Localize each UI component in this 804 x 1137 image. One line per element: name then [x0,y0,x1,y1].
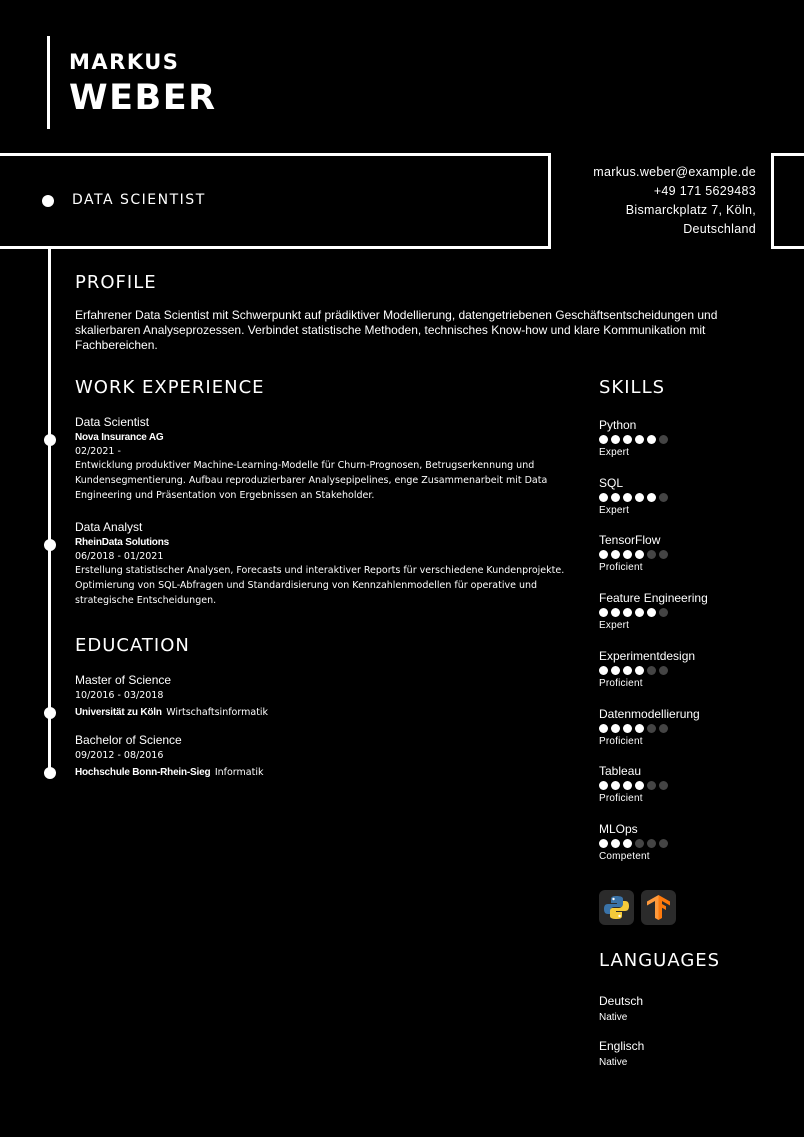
rating-dot-empty [647,724,656,733]
skill-level: Proficient [599,677,643,689]
education-dates: 09/2012 - 08/2016 [75,750,164,761]
skill-level: Proficient [599,735,643,747]
rating-dot-filled [623,724,632,733]
timeline-dot [44,434,56,446]
work-company: Nova Insurance AG [75,432,164,443]
education-dates: 10/2016 - 03/2018 [75,690,164,701]
rating-dot-filled [635,608,644,617]
rating-dot-empty [647,839,656,848]
python-logo-icon [599,890,634,925]
work-item [75,415,565,503]
rating-dot-empty [659,724,668,733]
skill-item [599,418,779,458]
language-item [599,1039,644,1068]
work-company: RheinData Solutions [75,537,169,548]
skill-rating-dots [599,724,779,733]
name-accent-bar [47,36,50,129]
rating-dot-filled [647,493,656,502]
skill-level: Competent [599,850,650,862]
rating-dot-filled [647,608,656,617]
skill-item [599,591,779,631]
rating-dot-filled [635,435,644,444]
profile-heading: PROFILE [75,272,157,293]
education-field: Informatik [214,767,264,778]
work-heading: WORK EXPERIENCE [75,377,265,398]
education-degree: Master of Science [75,673,172,687]
contact-address-line2: Deutschland [683,222,756,236]
rating-dot-empty [659,781,668,790]
skill-level: Expert [599,504,630,516]
work-description: Erstellung statistischer Analysen, Forecasts und interaktiver Reports für verschiedene Kundenprojekte. Optimierung von SQL-Abfragen und Standardisierung von Kennzahlenmodellen für operative und strategische Entscheidungen. [75,565,565,606]
rating-dot-filled [623,608,632,617]
language-name: Englisch [599,1039,645,1053]
rating-dot-filled [623,493,632,502]
skill-name: Datenmodellierung [599,706,700,721]
skill-item [599,764,779,804]
timeline-line [48,246,51,774]
rating-dot-filled [623,781,632,790]
last-name: WEBER [69,78,217,118]
skill-level: Proficient [599,793,643,805]
rating-dot-filled [647,435,656,444]
rating-dot-filled [623,435,632,444]
work-role: Data Scientist [75,415,150,429]
rating-dot-empty [647,550,656,559]
skill-name: TensorFlow [599,533,661,548]
skill-level: Proficient [599,562,643,574]
skill-rating-dots [599,781,779,790]
rating-dot-filled [599,666,608,675]
contact-phone[interactable]: +49 171 5629483 [653,184,756,198]
skill-level: Expert [599,620,630,632]
tensorflow-logo-icon [641,890,676,925]
skill-rating-dots [599,550,779,559]
work-item [75,520,565,608]
rating-dot-filled [599,435,608,444]
languages-heading: LANGUAGES [599,950,721,971]
rating-dot-filled [599,493,608,502]
rating-dot-filled [635,493,644,502]
title-bullet [42,195,54,207]
rating-dot-empty [647,666,656,675]
contact-frame-edge [771,153,804,249]
contact-email[interactable]: markus.weber@example.de [593,165,756,179]
rating-dot-filled [611,781,620,790]
profile-text: Erfahrener Data Scientist mit Schwerpunkt auf prädiktiver Modellierung, datengetriebenen Geschäftsentscheidungen und skalierbaren Analyseprozessen. Verbindet statistische Methoden, technisches Know-how und klare Kommunikation mit Fachbereichen. [75,308,718,352]
rating-dot-filled [611,724,620,733]
education-field: Wirtschaftsinformatik [166,707,269,718]
rating-dot-filled [611,839,620,848]
timeline-dot [44,707,56,719]
rating-dot-filled [611,608,620,617]
rating-dot-filled [599,781,608,790]
rating-dot-empty [659,435,668,444]
rating-dot-filled [635,550,644,559]
skill-rating-dots [599,839,779,848]
rating-dot-filled [635,666,644,675]
language-level: Native [599,1057,628,1068]
rating-dot-empty [659,493,668,502]
skill-name: SQL [599,475,624,490]
skill-name: Experimentdesign [599,648,696,663]
education-institution: Universität zu Köln [75,707,162,718]
skills-heading: SKILLS [599,377,666,398]
contact-block [593,163,756,239]
skill-name: Feature Engineering [599,591,708,606]
skill-item [599,707,779,747]
skill-name: Tableau [599,764,642,779]
rating-dot-filled [611,435,620,444]
skill-rating-dots [599,493,779,502]
rating-dot-empty [659,550,668,559]
rating-dot-empty [635,839,644,848]
rating-dot-filled [635,781,644,790]
language-name: Deutsch [599,994,644,1008]
contact-address-line1: Bismarckplatz 7, Köln, [625,203,756,217]
education-institution: Hochschule Bonn-Rhein-Sieg [75,767,211,778]
first-name: MARKUS [69,50,180,74]
job-title: DATA SCIENTIST [72,192,206,208]
skill-item [599,649,779,689]
rating-dot-filled [623,839,632,848]
skill-level: Expert [599,447,630,458]
education-item [75,673,268,720]
rating-dot-filled [623,550,632,559]
rating-dot-filled [599,839,608,848]
skill-rating-dots [599,608,779,617]
rating-dot-filled [611,550,620,559]
rating-dot-empty [659,839,668,848]
skill-name: Python [599,418,637,432]
rating-dot-filled [599,608,608,617]
timeline-dot [44,767,56,779]
work-description: Entwicklung produktiver Machine-Learning-Modelle für Churn-Prognosen, Betrugserkennung und Kundensegmentierung. Aufbau reproduzierbarer Analysepipelines, enge Zusammenarbeit mit Data Engineering und Präsentation von Ergebnissen an Stakeholder. [75,460,548,501]
rating-dot-filled [599,550,608,559]
rating-dot-filled [611,666,620,675]
timeline-dot [44,539,56,551]
rating-dot-empty [659,608,668,617]
rating-dot-filled [623,666,632,675]
skill-rating-dots [599,666,779,675]
rating-dot-empty [647,781,656,790]
work-role: Data Analyst [75,520,143,534]
education-item [75,733,264,780]
skill-name: MLOps [599,821,638,836]
language-item [599,994,643,1023]
education-degree: Bachelor of Science [75,733,182,747]
skill-rating-dots [599,435,779,444]
work-dates: 02/2021 - [75,446,121,457]
rating-dot-filled [635,724,644,733]
skill-item [599,533,779,573]
education-heading: EDUCATION [75,635,190,656]
language-level: Native [599,1012,628,1023]
rating-dot-empty [659,666,668,675]
skill-item [599,476,779,516]
rating-dot-filled [599,724,608,733]
rating-dot-filled [611,493,620,502]
skill-item [599,822,779,862]
work-dates: 06/2018 - 01/2021 [75,551,164,562]
